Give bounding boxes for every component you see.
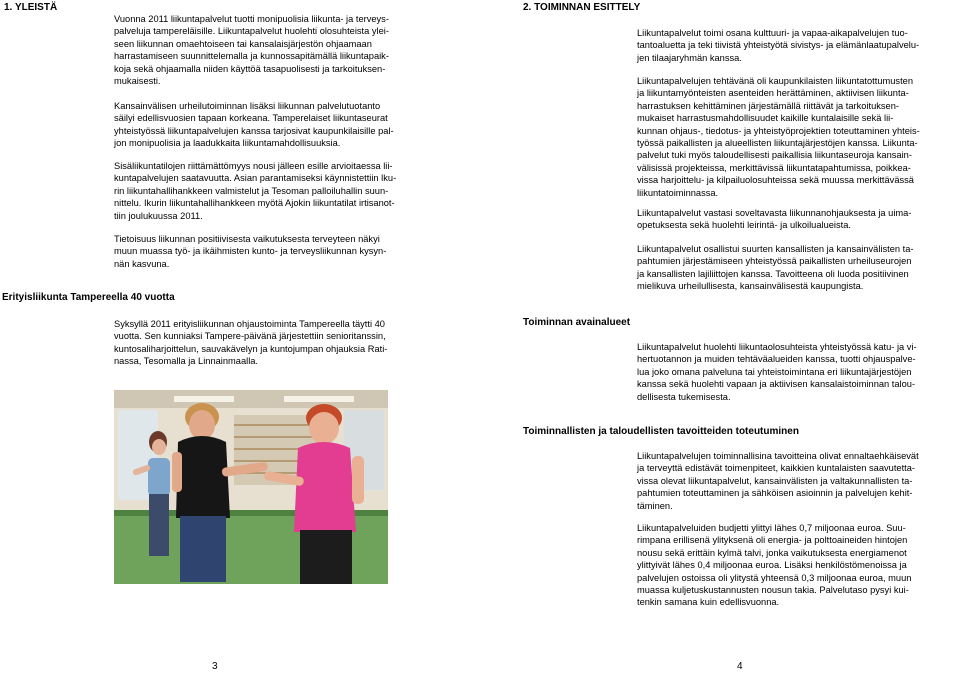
left-paragraph-4 bbox=[114, 233, 386, 270]
text-line: rin liikuntahallihankkeen valmistelut ja Tesoman palloiluhallin suun- bbox=[114, 185, 389, 196]
text-line: Liikuntapalvelujen toiminnallisina tavoitteina olivat ennaltaehkäisevät bbox=[637, 451, 919, 461]
text-line: muun muassa työ- ja ikäihmisten kunto- ja terveysliikunnan kysyn- bbox=[114, 246, 387, 257]
right-paragraph-4 bbox=[637, 243, 913, 293]
text-line: tantoaluetta ja teki tiivistä yhteistyötä sivistys- ja elämänlaatupalvelu- bbox=[637, 40, 920, 51]
left-paragraph-3 bbox=[114, 160, 396, 222]
text-line: täminen. bbox=[637, 500, 673, 511]
text-line: ja kansallisten lajiliittojen kanssa. Tavoitteena oli luoda positiivinen bbox=[637, 268, 909, 279]
text-line: tenkin samana kuin edellisvuonna. bbox=[637, 597, 780, 608]
text-line: seen liikunnan omaehtoiseen tai kansalaisjärjestön ohjaamaan bbox=[114, 38, 372, 49]
left-paragraph-5 bbox=[114, 318, 387, 368]
text-line: dellisesta tukemisesta. bbox=[637, 391, 731, 402]
text-line: kanssa sekä huolehti vapaan ja aktiivisen kansalaistoiminnan talou- bbox=[637, 379, 916, 390]
text-line: Liikuntapalvelut huolehti liikuntaolosuhteista yhteistyössä katu- ja vi- bbox=[637, 342, 917, 352]
text-line: tiin joulukuussa 2011. bbox=[114, 210, 203, 221]
right-paragraph-3 bbox=[637, 207, 911, 232]
text-line: nousu sekä erittäin kylmä talvi, jonka vaikutuksesta energiamenot bbox=[637, 547, 907, 558]
subheading-avainalueet: Toiminnan avainalueet bbox=[523, 317, 631, 328]
right-paragraph-2 bbox=[637, 75, 920, 199]
right-paragraph-5 bbox=[637, 341, 917, 403]
text-line: jon monipuolisia ja laadukkaita liikuntamahdollisuuksia. bbox=[114, 138, 341, 149]
text-line: palvelujen ostoissa oli ylitystä yhteensä 0,3 miljoonaa euroa, muun bbox=[637, 572, 912, 583]
text-line: pahtumien toteuttaminen ja sähköisen asioinnin ja palvelujen kehit- bbox=[637, 488, 913, 499]
text-line: liikuntatoiminnassa. bbox=[637, 187, 719, 198]
text-line: lua joko omana palveluna tai yhteistoimintana eri liikuntajärjestöjen bbox=[637, 366, 912, 377]
text-line: palveluja tampereläisille. Liikuntapalvelut huolehti olosuhteista ylei- bbox=[114, 26, 389, 37]
text-line: muassa kuljetuskustannusten nousun takia. Palvelutaso pysyi kui- bbox=[637, 585, 909, 596]
text-line: säilyi edellisvuosien tapaan korkeana. Tamperelaiset liikuntaseurat bbox=[114, 113, 388, 124]
text-line: vissa harjoittelu- ja kilpailuolosuhteissa sekä muussa merkittävässä bbox=[637, 175, 914, 186]
text-line: nän kasvuna. bbox=[114, 258, 170, 269]
text-line: vuotta. Sen kunniaksi Tampere-päivänä järjestettiin senioritanssin, bbox=[114, 331, 386, 342]
text-line: nittelu. Ikurin liikuntahallihankkeen myötä Ajokin liikuntatilat irtisanot- bbox=[114, 198, 395, 209]
text-line: Liikuntapalvelut toimi osana kulttuuri- ja vapaa-aikapalvelujen tuo- bbox=[637, 28, 908, 38]
section-heading-yleista: 1. YLEISTÄ bbox=[4, 2, 58, 13]
text-line: kuntosaliharjoittelun, sauvakävelyn ja kuntojumpan ohjauksia Rati- bbox=[114, 343, 388, 354]
dance-class-photo bbox=[114, 390, 388, 584]
page-number-right: 4 bbox=[737, 661, 743, 672]
text-line: mukaiset harrastusmahdollisuudet kaikille kuntalaisille sekä lii- bbox=[637, 113, 894, 124]
text-line: kuntapalvelujen saatavuutta. Asian parantamiseksi käynnistettiin lku- bbox=[114, 173, 397, 184]
subheading-tavoitteiden-toteutuminen: Toiminnallisten ja taloudellisten tavoitteiden toteutuminen bbox=[523, 426, 799, 437]
section-heading-toiminnan-esittely: 2. TOIMINNAN ESITTELY bbox=[523, 2, 641, 13]
text-line: Vuonna 2011 liikuntapalvelut tuotti monipuolisia liikunta- ja terveys- bbox=[114, 14, 389, 24]
text-line: Sisäliikuntatilojen riittämättömyys nousi jälleen esille arvioitaessa lii- bbox=[114, 161, 393, 171]
subheading-erityisliikunta: Erityisliikunta Tampereella 40 vuotta bbox=[2, 292, 175, 303]
right-paragraph-6 bbox=[637, 450, 919, 512]
text-line: hertuotannon ja muiden tehtäväalueiden kanssa, tuotti ohjauspalve- bbox=[637, 354, 916, 365]
text-line: nassa, Tesomalla ja Linnainmaalla. bbox=[114, 356, 259, 367]
text-line: harrastuksen kehittäminen järjestämällä riittävät ja tarkoituksen- bbox=[637, 100, 899, 111]
text-line: kunnan ohjaus-, tiedotus- ja yhteistyöprojektien toteuttaminen yhteis- bbox=[637, 125, 920, 136]
text-line: työssä paikallisten ja alueellisten liikuntajärjestöjen kanssa. Liikunta- bbox=[637, 138, 918, 149]
text-line: jen tilaajaryhmän kanssa. bbox=[637, 52, 742, 63]
text-line: välisissä projekteissa, merkittävissä liikuntatapahtumissa, poikkea- bbox=[637, 162, 911, 173]
text-line: Liikuntapalveluiden budjetti ylittyi lähes 0,7 miljoonaa euroa. Suu- bbox=[637, 523, 906, 533]
text-line: pahtumien järjestämiseen yhteistyössä paikallisten urheiluseurojen bbox=[637, 256, 912, 267]
text-line: vissa olevat liikuntapalvelut, kansainvälisten ja valtakunnallisten ta- bbox=[637, 475, 913, 486]
text-line: Liikuntapalvelut osallistui suurten kansallisten ja kansainvälisten ta- bbox=[637, 244, 914, 254]
text-line: harrastamiseen suunnittelemalla ja kunnossapitämällä liikuntapaik- bbox=[114, 51, 389, 62]
right-paragraph-7 bbox=[637, 522, 911, 609]
text-line: mukaisesti. bbox=[114, 76, 161, 87]
text-line: rimpana erillisenä ylityksenä oli energia- ja polttoaineiden hintojen bbox=[637, 535, 908, 546]
text-line: koja sekä ohjaamalla niiden käyttöä tasapuolisesti ja tarkoituksen- bbox=[114, 63, 386, 74]
text-line: palvelut tuki myös taloudellisesti paikallisia liikuntaseuroja kansain- bbox=[637, 150, 912, 161]
right-paragraph-1 bbox=[637, 27, 919, 64]
left-paragraph-2 bbox=[114, 100, 394, 150]
page-number-left: 3 bbox=[212, 661, 218, 672]
text-line: ylittyivät lähes 0,4 miljoonaa euroa. Lisäksi henkilöstömenoissa ja bbox=[637, 560, 907, 571]
text-line: ja terveyttä edistävät toimenpiteet, kaikkien kuntalaisten saavutetta- bbox=[637, 463, 916, 474]
text-line: opetuksesta sekä huolehti leirintä- ja ulkoilualueista. bbox=[637, 220, 851, 231]
text-line: yhteistyössä liikuntapalvelujen kanssa tarjosivat kaupunkilaisille pal- bbox=[114, 125, 394, 136]
text-line: Syksyllä 2011 erityisliikunnan ohjaustoiminta Tampereella täytti 40 bbox=[114, 319, 385, 329]
text-line: Tietoisuus liikunnan positiivisesta vaikutuksesta terveyteen näkyi bbox=[114, 234, 380, 244]
text-line: Liikuntapalvelujen tehtävänä oli kaupunkilaisten liikuntatottumusten bbox=[637, 76, 913, 86]
text-line: mielikuva urheilullisesta, kansainvälisestä kaupungista. bbox=[637, 281, 864, 292]
text-line: Liikuntapalvelut vastasi soveltavasta liikunnanohjauksesta ja uima- bbox=[637, 208, 912, 218]
text-line: ja liikuntamyönteisten asenteiden herättäminen, aktiivisen liikunta- bbox=[637, 88, 909, 99]
text-line: Kansainvälisen urheilutoiminnan lisäksi liikunnan palvelutuotanto bbox=[114, 101, 381, 111]
left-paragraph-1 bbox=[114, 13, 389, 87]
